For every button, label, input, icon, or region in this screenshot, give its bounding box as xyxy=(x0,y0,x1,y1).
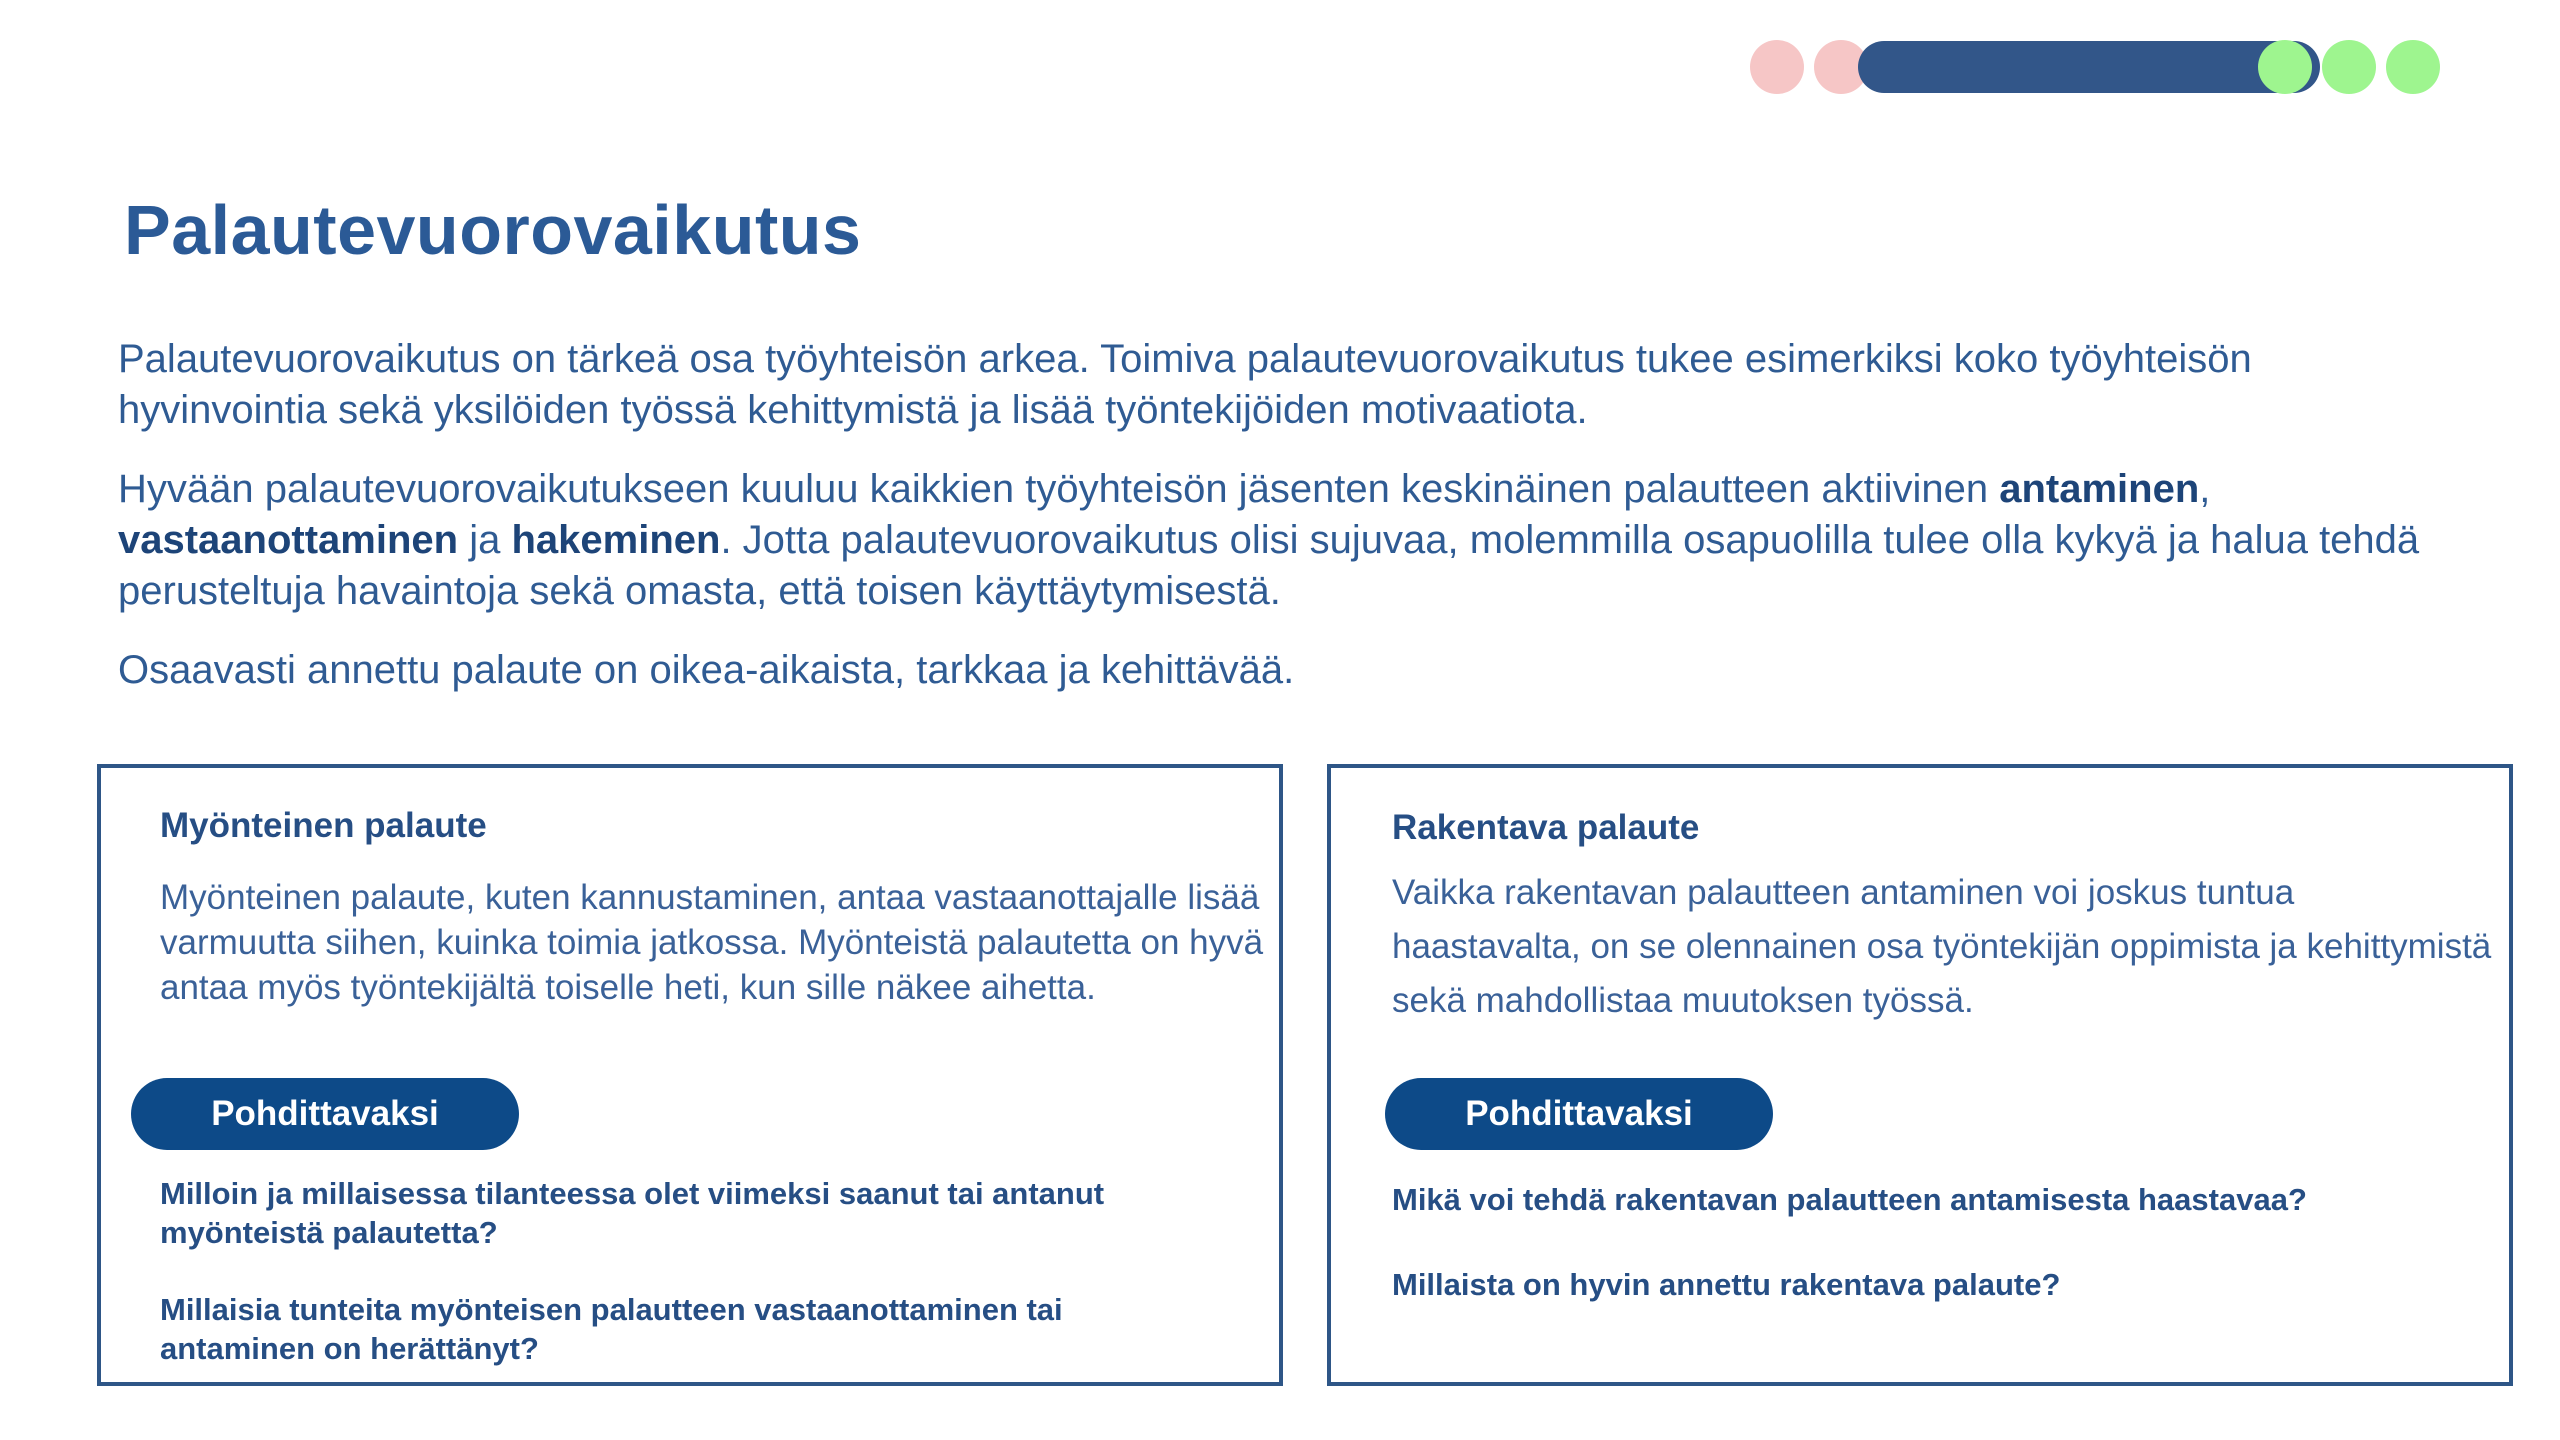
positive-feedback-text: Myönteinen palaute, kuten kannustaminen, antaa vastaanottajalle lisää varmuutta siihen, kuinka toimia jatkossa. Myönteistä palautetta on hyvä antaa myös työntekijältä toiselle heti, kun sille näkee aihetta. xyxy=(160,878,1264,1007)
positive-question-2: Millaisia tunteita myönteisen palautteen vastaanottaminen tai antaminen on herättänyt? xyxy=(160,1292,1063,1366)
intro-paragraph-3: Osaavasti annettu palaute on oikea-aikaista, tarkkaa ja kehittävää. xyxy=(118,648,1295,692)
intro-text xyxy=(118,334,2468,724)
progress-step-green-3 xyxy=(2386,40,2440,94)
bold-hakeminen: hakeminen xyxy=(511,518,721,562)
constructive-question-1: Mikä voi tehdä rakentavan palautteen antamisesta haastavaa? xyxy=(1392,1182,2307,1217)
progress-step-green-2 xyxy=(2322,40,2376,94)
intro-paragraph-1: Palautevuorovaikutus on tärkeä osa työyhteisön arkea. Toimiva palautevuorovaikutus tukee esimerkiksi koko työyhteisön hyvinvointia sekä yksilöiden työssä kehittymistä ja lisää työntekijöiden motivaatiota. xyxy=(118,337,2252,432)
constructive-feedback-heading: Rakentava palaute xyxy=(1392,808,1700,847)
intro-separator-1: , xyxy=(2199,467,2211,511)
positive-feedback-heading: Myönteinen palaute xyxy=(160,806,487,845)
progress-step-pink-1 xyxy=(1750,40,1804,94)
constructive-question-2: Millaista on hyvin annettu rakentava palaute? xyxy=(1392,1267,2061,1302)
intro-paragraph-2 xyxy=(118,464,2468,617)
bold-vastaanottaminen: vastaanottaminen xyxy=(118,518,459,562)
page-title: Palautevuorovaikutus xyxy=(124,191,862,269)
progress-indicator xyxy=(1750,38,2450,96)
intro-separator-2: ja xyxy=(458,518,512,562)
progress-bar-current xyxy=(1858,41,2320,93)
constructive-feedback-card xyxy=(1327,764,2513,1386)
positive-reflect-button[interactable]: Pohdittavaksi xyxy=(131,1078,519,1150)
constructive-reflect-button[interactable]: Pohdittavaksi xyxy=(1385,1078,1773,1150)
intro-paragraph-2-start: Hyvään palautevuorovaikutukseen kuuluu kaikkien työyhteisön jäsenten keskinäinen palautteen aktiivinen xyxy=(118,467,2000,511)
positive-question-1: Milloin ja millaisessa tilanteessa olet viimeksi saanut tai antanut myönteistä palautetta? xyxy=(160,1176,1105,1250)
bold-antaminen: antaminen xyxy=(1999,467,2200,511)
intro-paragraph-2-end: . Jotta palautevuorovaikutus olisi sujuvaa, molemmilla osapuolilla tulee olla kykyä ja halua tehdä perusteltuja havaintoja sekä omasta, että toisen käyttäytymisestä. xyxy=(118,518,2420,613)
positive-feedback-card xyxy=(97,764,1283,1386)
constructive-feedback-text: Vaikka rakentavan palautteen antaminen voi joskus tuntua haastavalta, on se olennainen osa työntekijän oppimista ja kehittymistä sekä mahdollistaa muutoksen työssä. xyxy=(1392,873,2492,1020)
progress-step-green-1 xyxy=(2258,40,2312,94)
